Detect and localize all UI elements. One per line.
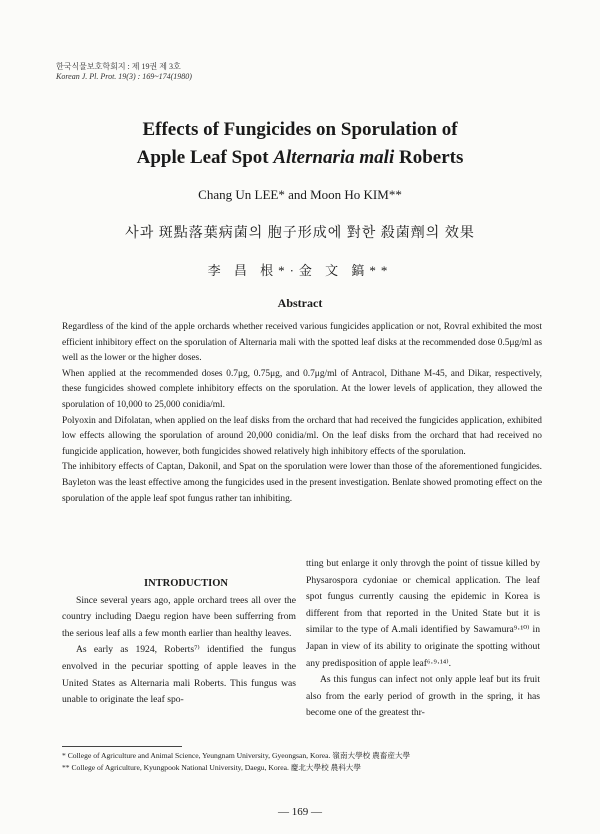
footnote-2: ** College of Agriculture, Kyungpook National University, Daegu, Korea. 慶北大學校 農科大學 <box>62 762 361 772</box>
korean-title: 사과 斑點落葉病菌의 胞子形成에 對한 殺菌劑의 效果 <box>125 226 475 241</box>
right-column <box>306 556 540 722</box>
body-paragraph: tting but enlarge it only throvgh the point of tissue killed by Physarospora cydoniae or chemical application. The leaf spot fungus currently causing the epidemic in Korea is different from that reported in the United State but it is similar to the type of A.mali identified by Sawamura⁹·¹⁰⁾ in Japan in view of its ability to originate the spotting without any predisposition of apple leaf⁶·⁹·¹⁴⁾. <box>306 558 540 669</box>
footnotes <box>62 750 542 773</box>
abstract-paragraph: The inhibitory effects of Captan, Dakonil, and Spat on the sporulation were lower than those of the aforementioned fungicides. Bayleton was the least effective among the fungicides used in the present investigation. Benlate showed promoting effect on the sporulation of the apple leaf spot fungus rather tan inhibiting. <box>62 462 542 504</box>
left-column <box>62 576 296 709</box>
body-paragraph: As this fungus can infect not only apple leaf but its fruit also from the early period of growth in the spring, it has become one of the greatest thr- <box>306 674 540 719</box>
page-number: — 169 — <box>278 806 322 818</box>
paper-title <box>0 116 600 172</box>
title-species: Alternaria mali <box>273 147 395 168</box>
introduction-heading: INTRODUCTION <box>143 578 228 589</box>
body-paragraph: As early as 1924, Roberts⁷⁾ identified the fungus envolved in the pecuriar spotting of apple leaves in the United States as Alternaria mali Roberts. This fungus was unable to originate the leaf spo- <box>62 644 296 706</box>
title-line-2-suffix: Roberts <box>394 147 464 168</box>
footnote-1: * College of Agriculture and Animal Science, Yeungnam University, Gyeongsan, Korea. 嶺南大學校 農畜産大學 <box>62 751 411 760</box>
abstract-paragraph: Polyoxin and Difolatan, when applied on the leaf disks from the orchard that had received the fungicides application, exhibited low effects allowing the sporulation of around 20,000 conidia/ml. On the leaf disks from the orchard that had received no fungicide application, however, both fungicides showed relatively high inhibitory effects of the sporulation. <box>62 415 542 457</box>
abstract-paragraph: When applied at the recommended doses 0.7μg, 0.75μg, and 0.7μg/ml of Antracol, Dithane M-45, and Dikar, respectively, these fungicides showed complete inhibitory effects on the sporulation. At the lower levels of application, they allowed the sporulation of 10,000 to 25,000 conidia/ml. <box>62 368 542 410</box>
abstract-heading: Abstract <box>277 296 323 310</box>
journal-citation-korean: 한국식물보호학회지 : 제 19권 제 3호 <box>56 62 181 71</box>
abstract-paragraph: Regardless of the kind of the apple orchards whether received various fungicides application or not, Rovral exhibited the most efficient inhibitory effect on the sporulation of Alternaria mali with the spotted leaf disks at the recommended dose 0.5μg/ml as well as the lower or the higher doses. <box>62 322 542 364</box>
journal-citation <box>56 62 192 82</box>
title-line-1: Effects of Fungicides on Sporulation of <box>142 119 458 140</box>
abstract-body <box>62 320 542 507</box>
journal-citation-english: Korean J. Pl. Prot. 19(3) : 169~174(1980) <box>56 72 192 81</box>
footnote-divider <box>62 746 182 747</box>
title-line-2-prefix: Apple Leaf Spot <box>136 147 274 168</box>
korean-authors: 李 昌 根*·金 文 鎬** <box>207 263 393 278</box>
body-paragraph: Since several years ago, apple orchard trees all over the country including Daegu region have been sufferring from the serious leaf alls a few month earlier than healthy leaves. <box>62 594 296 639</box>
authors: Chang Un LEE* and Moon Ho KIM** <box>198 187 402 202</box>
title-line-2 <box>0 144 600 172</box>
